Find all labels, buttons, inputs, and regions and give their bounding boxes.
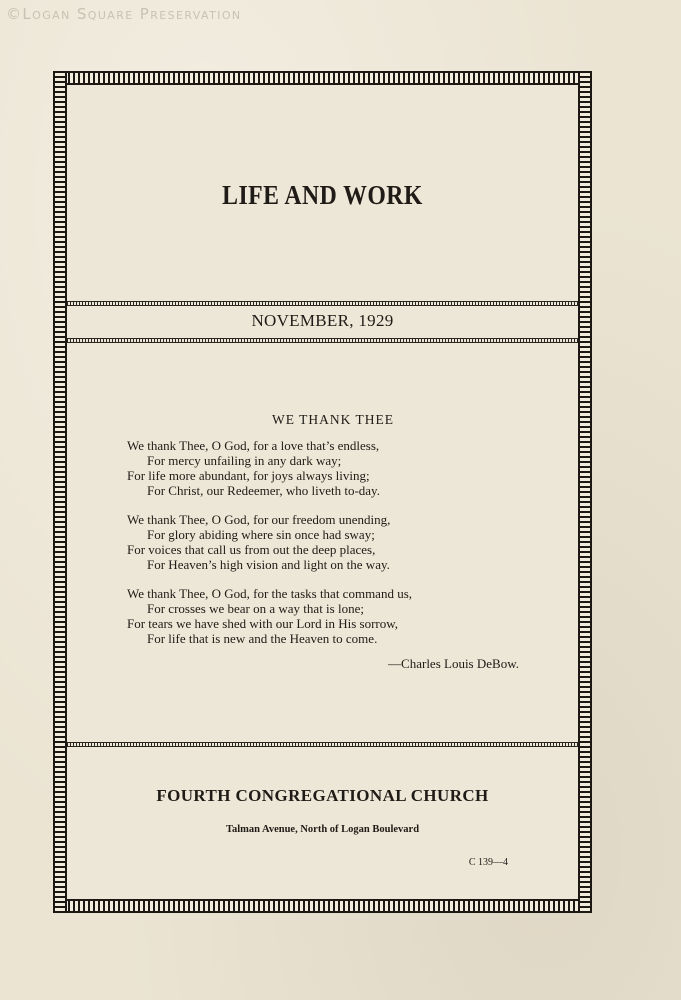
church-name: FOURTH CONGREGATIONAL CHURCH — [156, 786, 489, 805]
form-code: C 139—4 — [468, 857, 508, 868]
chain-border-left — [53, 71, 67, 913]
poem-line: For voices that call us from out the deep places, — [127, 542, 376, 557]
poem-author: —Charles Louis DeBow. — [388, 656, 519, 671]
chain-border-bottom — [53, 899, 592, 913]
chain-border-right — [578, 71, 592, 913]
church-address: Talman Avenue, North of Logan Boulevard — [225, 824, 420, 835]
poem-line: We thank Thee, O God, for the tasks that command us, — [127, 586, 413, 601]
issue-date: NOVEMBER, 1929 — [251, 311, 394, 330]
poem-line: For Christ, our Redeemer, who liveth to-day. — [147, 483, 380, 498]
divider-rule — [67, 301, 578, 306]
page-border-frame — [53, 71, 592, 913]
divider-rule — [67, 338, 578, 343]
page-content — [67, 85, 578, 899]
watermark: ©Logan Square Preservation — [6, 5, 242, 23]
poem-line: We thank Thee, O God, for a love that’s endless, — [127, 438, 380, 453]
divider-rule — [67, 742, 578, 747]
poem-line: For Heaven’s high vision and light on the way. — [147, 557, 390, 572]
poem-line: For life that is new and the Heaven to come. — [147, 631, 378, 646]
poem-line: For mercy unfailing in any dark way; — [147, 453, 342, 468]
chain-border-top — [53, 71, 592, 85]
poem-stanza — [127, 438, 527, 498]
poem-stanza — [127, 512, 527, 572]
poem — [127, 412, 527, 671]
poem-stanza — [127, 586, 527, 646]
poem-line: For life more abundant, for joys always living; — [127, 468, 370, 483]
poem-line: For tears we have shed with our Lord in His sorrow, — [127, 616, 399, 631]
poem-line: For crosses we bear on a way that is lone; — [147, 601, 364, 616]
page-title: LIFE AND WORK — [222, 180, 423, 210]
poem-title: WE THANK THEE — [272, 412, 394, 427]
poem-line: For glory abiding where sin once had sway; — [147, 527, 375, 542]
poem-line: We thank Thee, O God, for our freedom unending, — [127, 512, 391, 527]
